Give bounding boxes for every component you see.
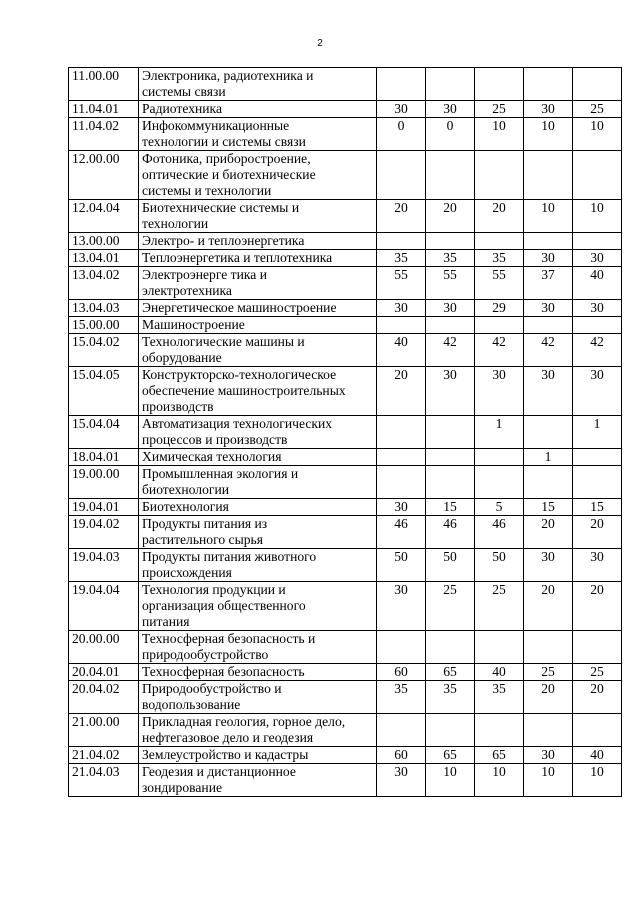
row-name-line: электротехника [142, 283, 232, 298]
row-name-line: зондирование [142, 780, 223, 795]
row-name [139, 664, 377, 681]
row-value: 1 [475, 416, 524, 449]
row-code: 19.04.04 [69, 582, 139, 631]
row-name [139, 516, 377, 549]
row-value: 10 [573, 764, 622, 797]
row-value: 30 [524, 367, 573, 416]
row-value: 30 [573, 367, 622, 416]
row-value [377, 151, 426, 200]
row-name-line: Фотоника, приборостроение, [142, 151, 311, 166]
table-row [69, 233, 622, 250]
row-value: 10 [573, 118, 622, 151]
row-value: 55 [475, 267, 524, 300]
row-code: 13.04.01 [69, 250, 139, 267]
row-value: 25 [426, 582, 475, 631]
row-name-line: производств [142, 399, 214, 414]
row-value [377, 466, 426, 499]
row-value: 20 [573, 582, 622, 631]
row-name-line: Инфокоммуникационные [142, 118, 290, 133]
row-value: 35 [475, 681, 524, 714]
row-value: 35 [426, 681, 475, 714]
row-value: 20 [573, 681, 622, 714]
row-name-line: Природообустройство и [142, 681, 282, 696]
row-value: 40 [475, 664, 524, 681]
table-row [69, 200, 622, 233]
row-value: 50 [475, 549, 524, 582]
row-value: 20 [475, 200, 524, 233]
row-code: 12.00.00 [69, 151, 139, 200]
table-row [69, 416, 622, 449]
row-value: 42 [573, 334, 622, 367]
row-name-line: процессов и производств [142, 432, 288, 447]
table-row [69, 764, 622, 797]
row-name-line: Теплоэнергетика и теплотехника [142, 250, 333, 265]
table-row [69, 516, 622, 549]
row-value: 46 [377, 516, 426, 549]
row-value: 46 [475, 516, 524, 549]
row-value: 42 [475, 334, 524, 367]
row-code: 21.04.03 [69, 764, 139, 797]
row-value: 30 [573, 300, 622, 317]
row-value: 40 [573, 747, 622, 764]
row-value: 0 [426, 118, 475, 151]
row-name [139, 582, 377, 631]
table-row [69, 466, 622, 499]
row-value [475, 233, 524, 250]
row-value [573, 317, 622, 334]
row-value: 15 [573, 499, 622, 516]
row-name-line: Техносферная безопасность и [142, 631, 316, 646]
row-name-line: системы и технологии [142, 183, 272, 198]
row-value: 25 [475, 101, 524, 118]
row-name-line: Химическая технология [142, 449, 282, 464]
table-row [69, 101, 622, 118]
table-row [69, 582, 622, 631]
row-name [139, 101, 377, 118]
row-value: 42 [426, 334, 475, 367]
row-value [426, 317, 475, 334]
row-value: 25 [524, 664, 573, 681]
row-value: 65 [426, 747, 475, 764]
row-value: 10 [426, 764, 475, 797]
row-value: 30 [573, 549, 622, 582]
row-value [475, 449, 524, 466]
table-row [69, 664, 622, 681]
row-code: 20.04.01 [69, 664, 139, 681]
row-name-line: Конструкторско-технологическое [142, 367, 337, 382]
row-value: 35 [426, 250, 475, 267]
row-value: 20 [377, 200, 426, 233]
row-value [377, 631, 426, 664]
row-code: 15.04.02 [69, 334, 139, 367]
row-name-line: системы связи [142, 84, 226, 99]
row-value: 15 [426, 499, 475, 516]
row-value: 30 [377, 764, 426, 797]
row-name-line: Промышленная экология и [142, 466, 299, 481]
row-value: 30 [377, 101, 426, 118]
row-value: 30 [426, 300, 475, 317]
table-row [69, 747, 622, 764]
row-value [377, 449, 426, 466]
row-name [139, 681, 377, 714]
row-value: 20 [524, 582, 573, 631]
row-value [377, 714, 426, 747]
row-value [573, 449, 622, 466]
row-value [524, 416, 573, 449]
row-code: 15.04.04 [69, 416, 139, 449]
table-row [69, 118, 622, 151]
table-row [69, 681, 622, 714]
row-value: 10 [524, 200, 573, 233]
row-name [139, 367, 377, 416]
row-value [475, 631, 524, 664]
row-name [139, 631, 377, 664]
row-value [524, 68, 573, 101]
row-name-line: Прикладная геология, горное дело, [142, 714, 346, 729]
row-value: 30 [377, 499, 426, 516]
row-value: 10 [573, 200, 622, 233]
row-name-line: Землеустройство и кадастры [142, 747, 309, 762]
row-value: 30 [377, 300, 426, 317]
row-name-line: нефтегазовое дело и геодезия [142, 730, 314, 745]
row-code: 12.04.04 [69, 200, 139, 233]
row-value [573, 714, 622, 747]
row-value: 40 [573, 267, 622, 300]
row-value: 1 [573, 416, 622, 449]
row-code: 13.04.03 [69, 300, 139, 317]
row-name-line: растительного сырья [142, 532, 263, 547]
row-value [475, 68, 524, 101]
row-name-line: Технологические машины и [142, 334, 305, 349]
row-code: 20.00.00 [69, 631, 139, 664]
row-value [524, 233, 573, 250]
row-value [426, 416, 475, 449]
row-code: 15.04.05 [69, 367, 139, 416]
row-name [139, 317, 377, 334]
row-value [475, 317, 524, 334]
row-value: 15 [524, 499, 573, 516]
row-value [524, 631, 573, 664]
row-value [524, 466, 573, 499]
row-value [426, 151, 475, 200]
row-value: 60 [377, 664, 426, 681]
row-value: 20 [426, 200, 475, 233]
row-name [139, 764, 377, 797]
row-name [139, 250, 377, 267]
row-name-line: природообустройство [142, 647, 269, 662]
row-name-line: технологии [142, 216, 209, 231]
row-name [139, 747, 377, 764]
row-name [139, 334, 377, 367]
row-value: 30 [426, 367, 475, 416]
row-value [573, 631, 622, 664]
row-name-line: Продукты питания животного [142, 549, 317, 564]
row-value: 10 [475, 118, 524, 151]
row-name-line: Электроэнерге тика и [142, 267, 267, 282]
row-value: 55 [377, 267, 426, 300]
row-value [426, 631, 475, 664]
table-row [69, 334, 622, 367]
row-name-line: водопользование [142, 697, 241, 712]
row-name-line: Биотехнические системы и [142, 200, 300, 215]
row-value [524, 151, 573, 200]
row-value: 10 [524, 764, 573, 797]
row-value [475, 151, 524, 200]
table-row [69, 68, 622, 101]
row-value: 46 [426, 516, 475, 549]
row-value: 5 [475, 499, 524, 516]
row-code: 19.04.01 [69, 499, 139, 516]
row-value: 30 [573, 250, 622, 267]
row-value [573, 68, 622, 101]
table-row [69, 367, 622, 416]
row-name [139, 68, 377, 101]
row-name [139, 267, 377, 300]
row-name-line: Продукты питания из [142, 516, 268, 531]
row-name-line: Автоматизация технологических [142, 416, 333, 431]
row-value: 10 [475, 764, 524, 797]
row-name-line: питания [142, 614, 190, 629]
row-code: 18.04.01 [69, 449, 139, 466]
row-value [573, 233, 622, 250]
row-value: 20 [377, 367, 426, 416]
row-value [426, 466, 475, 499]
row-name-line: оптические и биотехнические [142, 167, 316, 182]
row-value: 30 [524, 549, 573, 582]
row-name [139, 466, 377, 499]
row-value: 35 [475, 250, 524, 267]
row-code: 11.04.01 [69, 101, 139, 118]
row-code: 21.04.02 [69, 747, 139, 764]
row-value: 65 [475, 747, 524, 764]
table-row [69, 300, 622, 317]
row-value: 30 [377, 582, 426, 631]
specialties-table [68, 67, 622, 797]
row-name-line: Электроника, радиотехника и [142, 68, 314, 83]
row-value: 50 [377, 549, 426, 582]
table-row [69, 499, 622, 516]
row-value: 30 [524, 101, 573, 118]
row-name-line: Техносферная безопасность [142, 664, 305, 679]
row-value: 30 [426, 101, 475, 118]
row-value: 20 [573, 516, 622, 549]
row-value: 37 [524, 267, 573, 300]
row-value: 1 [524, 449, 573, 466]
row-name-line: Радиотехника [142, 101, 222, 116]
table-row [69, 267, 622, 300]
row-value: 20 [524, 681, 573, 714]
row-value [426, 714, 475, 747]
row-name [139, 549, 377, 582]
row-code: 19.04.02 [69, 516, 139, 549]
row-name-line: Энергетическое машиностроение [142, 300, 337, 315]
row-name-line: оборудование [142, 350, 222, 365]
row-name [139, 416, 377, 449]
row-value [573, 466, 622, 499]
row-name-line: Машиностроение [142, 317, 245, 332]
row-code: 13.00.00 [69, 233, 139, 250]
row-name-line: Технология продукции и [142, 582, 286, 597]
row-name-line: Электро- и теплоэнергетика [142, 233, 305, 248]
row-value: 29 [475, 300, 524, 317]
row-code: 20.04.02 [69, 681, 139, 714]
row-value [524, 317, 573, 334]
row-name [139, 499, 377, 516]
row-value [426, 233, 475, 250]
row-value [524, 714, 573, 747]
row-name [139, 118, 377, 151]
row-value: 25 [573, 101, 622, 118]
table-row [69, 317, 622, 334]
row-value [377, 416, 426, 449]
row-value [426, 449, 475, 466]
page-number: 2 [317, 38, 323, 49]
row-value: 35 [377, 250, 426, 267]
row-code: 19.00.00 [69, 466, 139, 499]
row-value: 20 [524, 516, 573, 549]
row-code: 21.00.00 [69, 714, 139, 747]
row-value [573, 151, 622, 200]
table-body [69, 68, 622, 797]
table-row [69, 250, 622, 267]
table-row [69, 449, 622, 466]
row-name-line: организация общественного [142, 598, 306, 613]
row-value: 25 [573, 664, 622, 681]
row-value: 10 [524, 118, 573, 151]
row-value [377, 317, 426, 334]
row-value [426, 68, 475, 101]
row-name-line: Геодезия и дистанционное [142, 764, 296, 779]
row-name [139, 449, 377, 466]
row-value [377, 233, 426, 250]
row-value: 40 [377, 334, 426, 367]
row-value: 30 [524, 747, 573, 764]
row-code: 11.04.02 [69, 118, 139, 151]
row-value [377, 68, 426, 101]
row-code: 13.04.02 [69, 267, 139, 300]
row-value: 25 [475, 582, 524, 631]
row-name-line: биотехнологии [142, 482, 229, 497]
row-value: 60 [377, 747, 426, 764]
row-name [139, 714, 377, 747]
row-code: 19.04.03 [69, 549, 139, 582]
table-row [69, 151, 622, 200]
row-value: 42 [524, 334, 573, 367]
table-row [69, 631, 622, 664]
table-row [69, 714, 622, 747]
row-value: 65 [426, 664, 475, 681]
row-name [139, 151, 377, 200]
row-value [475, 714, 524, 747]
row-name-line: технологии и системы связи [142, 134, 306, 149]
row-value: 35 [377, 681, 426, 714]
row-name-line: Биотехнология [142, 499, 229, 514]
row-value: 30 [524, 250, 573, 267]
row-name-line: обеспечение машиностроительных [142, 383, 346, 398]
row-name [139, 200, 377, 233]
row-value: 55 [426, 267, 475, 300]
row-name [139, 233, 377, 250]
row-value: 0 [377, 118, 426, 151]
row-value: 30 [524, 300, 573, 317]
row-name-line: происхождения [142, 565, 232, 580]
row-code: 15.00.00 [69, 317, 139, 334]
row-name [139, 300, 377, 317]
row-code: 11.00.00 [69, 68, 139, 101]
row-value: 30 [475, 367, 524, 416]
row-value [475, 466, 524, 499]
table-row [69, 549, 622, 582]
row-value: 50 [426, 549, 475, 582]
